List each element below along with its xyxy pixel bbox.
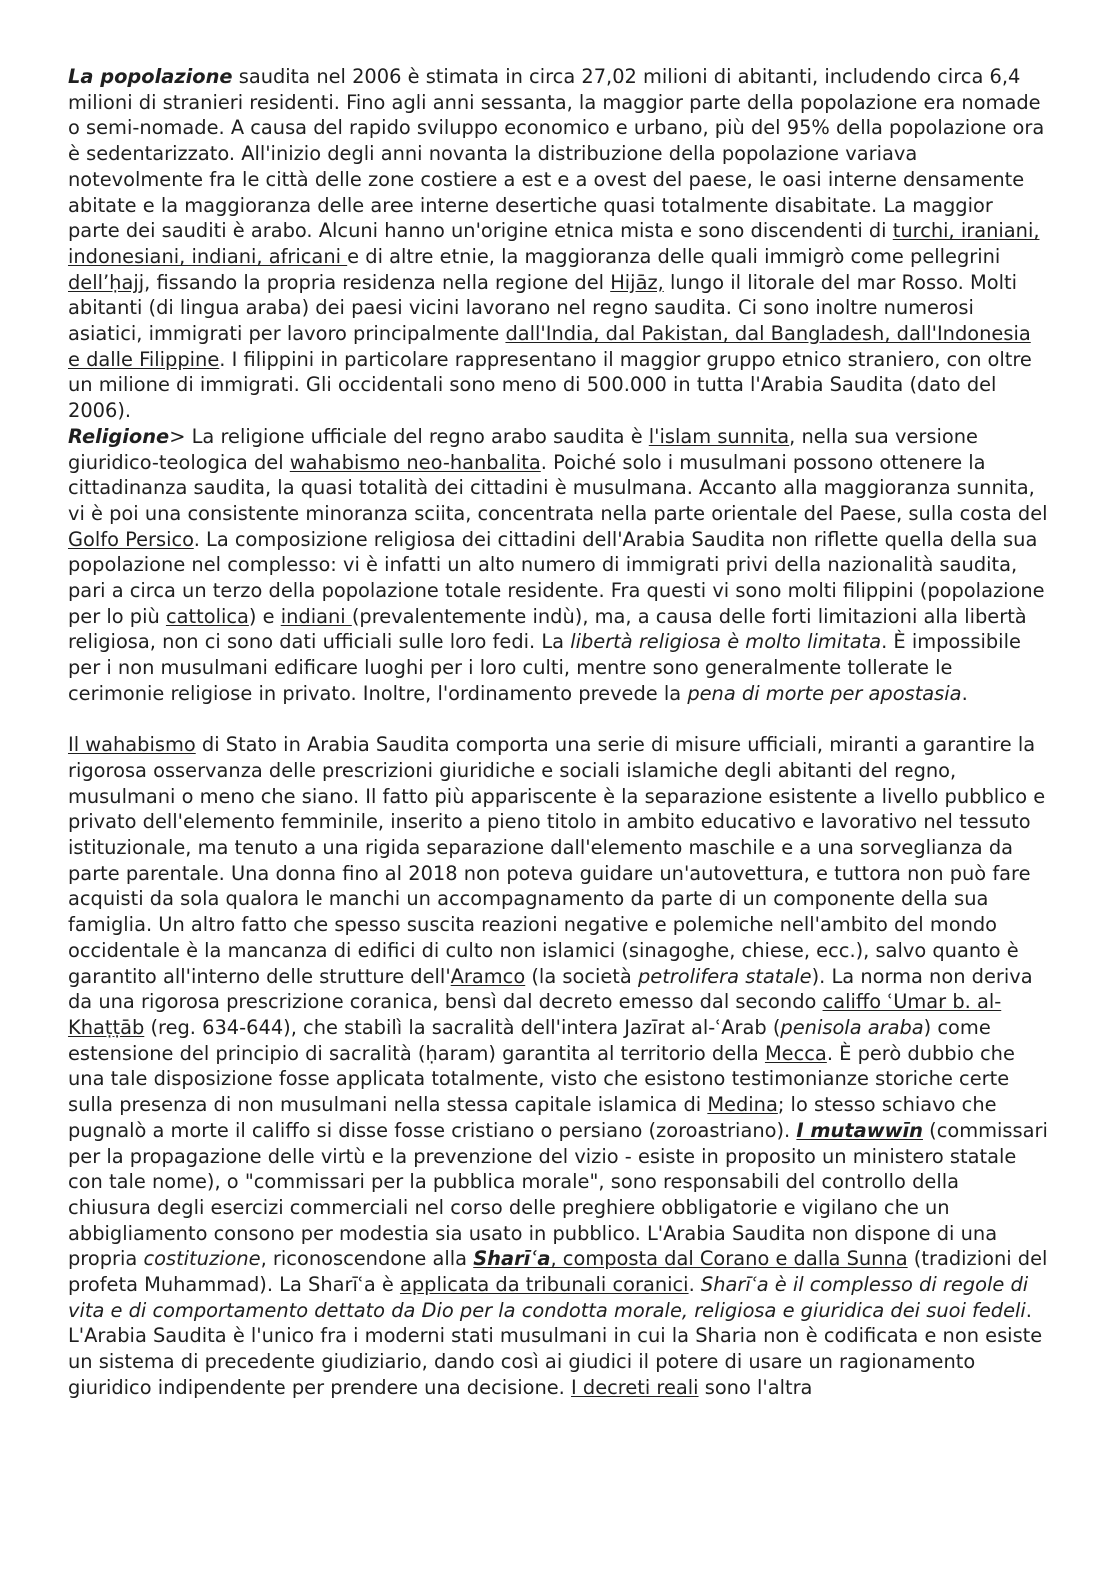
link-etnie[interactable]: turchi, iraniani, indonesiani, indiani, africani (68, 219, 1040, 268)
text: . (1025, 1298, 1032, 1322)
definition-sharia: Sharīʿa è il complesso di regole di vita e di comportamento dettato da Dio per la condotta morale, religiosa e giuridica dei suoi fedeli (68, 1273, 1029, 1322)
text: ; lo stesso schiavo che pugnalò a morte il califfo si disse fosse cristiano o persiano (zoroastriano). (68, 1093, 997, 1142)
text: L'Arabia Saudita è l'unico fra i moderni stati musulmani in cui la Sharia non è codificata e non esiste un sistema di precedente giudiziario, dando così ai giudici il potere di usare un ragionamento giuridico indipendente per prendere una decisione. (68, 1324, 1043, 1399)
text: (la società (525, 964, 638, 988)
link-corano-sunna[interactable]: , composta dal Corano e dalla Sunna (550, 1247, 908, 1271)
link-medina[interactable]: Medina (707, 1093, 778, 1117)
text: sono l'altra (698, 1375, 813, 1399)
document-page (68, 64, 1048, 1401)
text: , nella sua versione giuridico-teologica del (68, 424, 978, 474)
text: . (688, 1273, 701, 1297)
link-mutawwin[interactable]: I mutawwīn (796, 1118, 923, 1142)
text: (tradizioni del profeta Muhammad). La Sharīʿa è (68, 1247, 1048, 1297)
text: > La religione ufficiale del regno arabo saudita è (169, 424, 649, 448)
text: lungo il litorale del mar Rosso. Molti abitanti (di lingua araba) dei paesi vicini lavorano nel regno saudita. Ci sono inoltre numerosi asiatici, immigrati per lavoro principalmente (68, 270, 1017, 346)
text: . Poiché solo i musulmani possono ottenere la cittadinanza saudita, la quasi totalità dei cittadini è musulmana. Accanto alla maggioranza sunnita, vi è poi una consistente minoranza sciita, concentrata nella parte orientale del Paese, sulla costa del (68, 450, 1048, 525)
text: , fissando la propria residenza nella regione del (144, 270, 611, 294)
paragraph-popolazione (68, 64, 1048, 424)
emphasis-penisola-araba: penisola araba (780, 1016, 924, 1039)
text: . (961, 681, 968, 705)
text: . È però dubbio che una tale disposizione fosse applicata totalmente, visto che esistono testimonianze storiche certe sulla presenza di non musulmani nella stessa capitale islamica di (68, 1041, 1015, 1117)
emphasis-petrolifera-statale: petrolifera statale (637, 964, 812, 988)
text: , riconoscendone alla (260, 1247, 474, 1271)
text: . I filippini in particolare rappresentano il maggior gruppo etnico straniero, con oltre un milione di immigrati. Gli occidentali sono meno di 500.000 in tutta l'Arabia Saudita (dato del 2006). (68, 347, 1032, 423)
text: (prevalentemente indù), ma, a causa delle forti limitazioni alla libertà religiosa, non ci sono dati ufficiali sulle loro fedi. La (68, 604, 1027, 654)
emphasis-pena-di-morte: pena di morte per apostasia (687, 681, 962, 705)
link-il-wahabismo[interactable]: Il wahabismo (68, 733, 196, 757)
text: (reg. 634-644), che stabilì la sacralità dell'intera Jazīrat al-ʿArab ( (144, 1016, 781, 1039)
text: di Stato in Arabia Saudita comporta una serie di misure ufficiali, miranti a garantire la rigorosa osservanza delle prescrizioni giuridiche e sociali islamiche degli abitanti del regno, musulmani o meno che siano. Il fatto più appariscente è la separazione esistente a livello pubblico e privato dell'elemento femminile, inserito a pieno titolo in ambito educativo e lavorativo nel tessuto istituzionale, ma tenuto a una rigida separazione dall'elemento maschile e a una sorveglianza da parte parentale. Una donna fino al 2018 non poteva guidare un'autovettura, e tuttora non può fare acquisti da sola qualora le manchi un accompagnamento da parte di un componente della sua famiglia. Un altro fatto che spesso suscita reazioni negative e polemiche nell'ambito del mondo occidentale è la mancanza di edifici di culto non islamici (sinagoghe, chiese, ecc.), salvo quanto è garantito all'interno delle strutture dell' (68, 733, 1046, 988)
link-hijaz[interactable]: Hijāz, (610, 270, 664, 294)
heading-popolazione: La popolazione (68, 65, 233, 88)
link-califfo-umar[interactable]: califfo ʿUmar b. al-Khaṭṭāb (68, 990, 1002, 1039)
paragraph-gap (68, 707, 1048, 733)
link-islam-sunnita[interactable]: l'islam sunnita (648, 424, 790, 448)
link-mecca[interactable]: Mecca (764, 1041, 827, 1065)
link-cattolica[interactable]: cattolica (165, 604, 249, 628)
paragraph-religione (68, 424, 1048, 707)
link-sharia[interactable]: Sharīʿa (473, 1247, 551, 1271)
text: . È impossibile per i non musulmani edificare luoghi per i loro culti, mentre sono generalmente tollerate le cerimonie religiose in privato. Inoltre, l'ordinamento prevede la (68, 630, 1021, 705)
link-tribunali-coranici[interactable]: applicata da tribunali coranici (399, 1273, 689, 1297)
heading-religione: Religione (68, 424, 170, 448)
paragraph-sistema-giuridico (68, 1323, 1048, 1400)
text: . La composizione religiosa dei cittadini dell'Arabia Saudita non riflette quella della sua popolazione nel complesso: vi è infatti un alto numero di immigrati privi della nazionalità saudita, pari a circa un terzo della popolazione totale residente. Fra questi vi sono molti filippini (popolazione per lo più (68, 527, 1045, 628)
link-wahabismo-neo-hanbalita[interactable]: wahabismo neo-hanbalita (289, 450, 541, 474)
emphasis-liberta-religiosa: libertà religiosa è molto limitata (570, 630, 882, 654)
link-hajj[interactable]: dell’ḥajj (68, 270, 145, 294)
text: saudita nel 2006 è stimata in circa 27,02 milioni di abitanti, includendo circa 6,4 milioni di stranieri residenti. Fino agli anni sessanta, la maggior parte della popolazione era nomade o semi-nomade. A causa del rapido sviluppo economico e urbano, più del 95% della popolazione ora è sedentarizzato. All'inizio degli anni novanta la distribuzione della popolazione variava notevolmente fra le città delle zone costiere a est e a ovest del paese, le oasi interne densamente abitate e la maggioranza delle aree interne desertiche quasi totalmente disabitate. La maggior parte dei sauditi è arabo. Alcuni hanno un'origine etnica mista e sono discendenti di (68, 65, 1045, 243)
link-paesi-asiatici[interactable]: dall'India, dal Pakistan, dal Bangladesh, dall'Indonesia e dalle Filippine (68, 322, 1031, 371)
link-aramco[interactable]: Aramco (450, 964, 526, 988)
emphasis-costituzione: costituzione (143, 1247, 261, 1271)
text: (commissari per la propagazione delle virtù e la prevenzione del vizio - esiste in proposito un ministero statale con tale nome), o "commissari per la pubblica morale", sono responsabili del controllo della chiusura degli esercizi commerciali nel corso delle preghiere obbligatorie e vigilano che un abbigliamento consono per modestia sia usato in pubblico. L'Arabia Saudita non dispone di una propria (68, 1118, 1048, 1271)
text: e di altre etnie, la maggioranza delle quali immigrò come pellegrini (347, 244, 1001, 268)
paragraph-wahabismo (68, 732, 1048, 1323)
text: ). La norma non deriva da una rigorosa prescrizione coranica, bensì dal decreto emesso dal secondo (68, 964, 1033, 1014)
link-indiani[interactable]: indiani (280, 604, 352, 628)
text: ) e (248, 604, 281, 628)
text: ) come estensione del principio di sacralità (ḥaram) garantita al territorio della (68, 1016, 991, 1065)
link-golfo-persico[interactable]: Golfo Persico (68, 527, 194, 551)
link-decreti-reali[interactable]: I decreti reali (571, 1375, 699, 1399)
